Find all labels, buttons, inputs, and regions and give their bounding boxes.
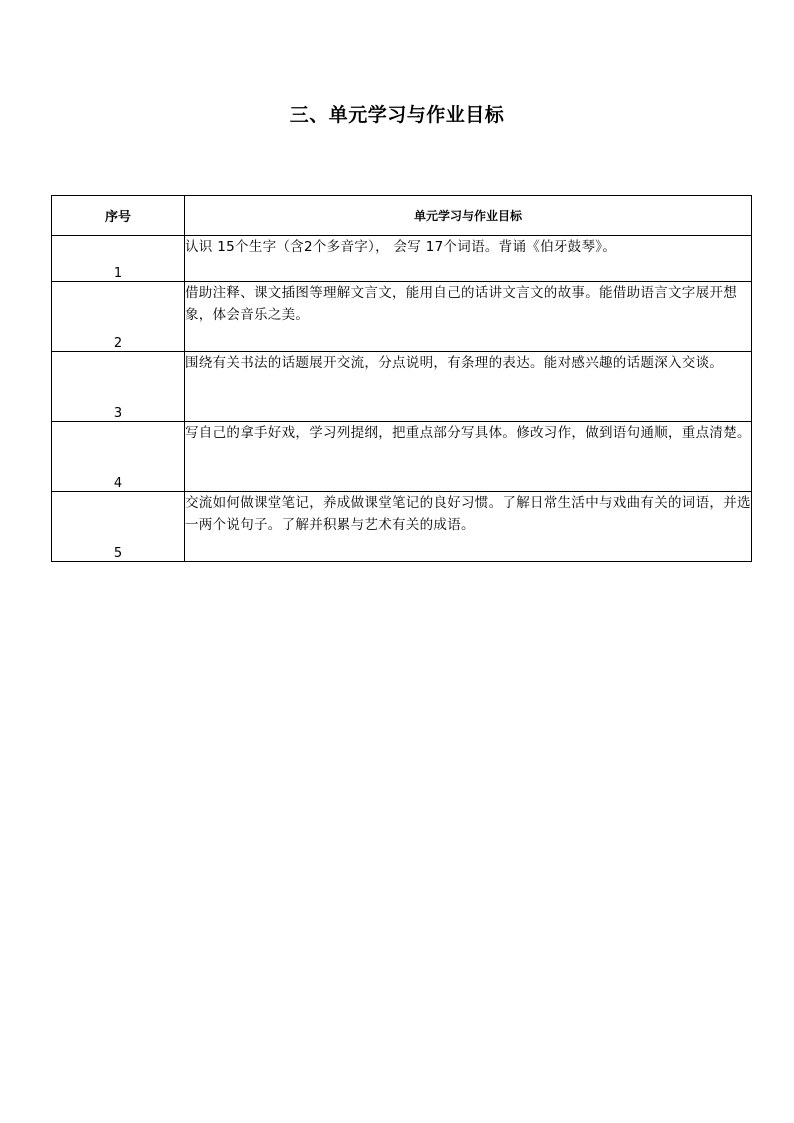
row-goal-text: 围绕有关书法的话题展开交流，分点说明，有条理的表达。能对感兴趣的话题深入交谈。	[185, 352, 752, 422]
table-row	[52, 422, 752, 492]
row-number: 2	[52, 282, 185, 352]
row-goal-text: 写自己的拿手好戏，学习列提纲，把重点部分写具体。修改习作，做到语句通顺，重点清楚。	[185, 422, 752, 492]
row-goal-text: 交流如何做课堂笔记，养成做课堂笔记的良好习惯。了解日常生活中与戏曲有关的词语，并选一两个说句子。了解并积累与艺术有关的成语。	[185, 492, 752, 562]
row-goal-text: 借助注释、课文插图等理解文言文，能用自己的话讲文言文的故事。能借助语言文字展开想象，体会音乐之美。	[185, 282, 752, 352]
table-row	[52, 492, 752, 562]
row-number: 5	[52, 492, 185, 562]
table-header-row	[52, 196, 752, 236]
header-number: 序号	[52, 196, 185, 236]
row-number: 4	[52, 422, 185, 492]
table-row	[52, 236, 752, 282]
page-title: 三、单元学习与作业目标	[289, 104, 505, 126]
row-number: 1	[52, 236, 185, 282]
table-row	[52, 282, 752, 352]
row-number: 3	[52, 352, 185, 422]
goals-table	[51, 195, 752, 562]
table-row	[52, 352, 752, 422]
row-goal-text: 认识 15个生字（含2个多音字）， 会写 17个词语。背诵《伯牙鼓琴》。	[185, 236, 752, 282]
header-goal: 单元学习与作业目标	[185, 196, 752, 236]
